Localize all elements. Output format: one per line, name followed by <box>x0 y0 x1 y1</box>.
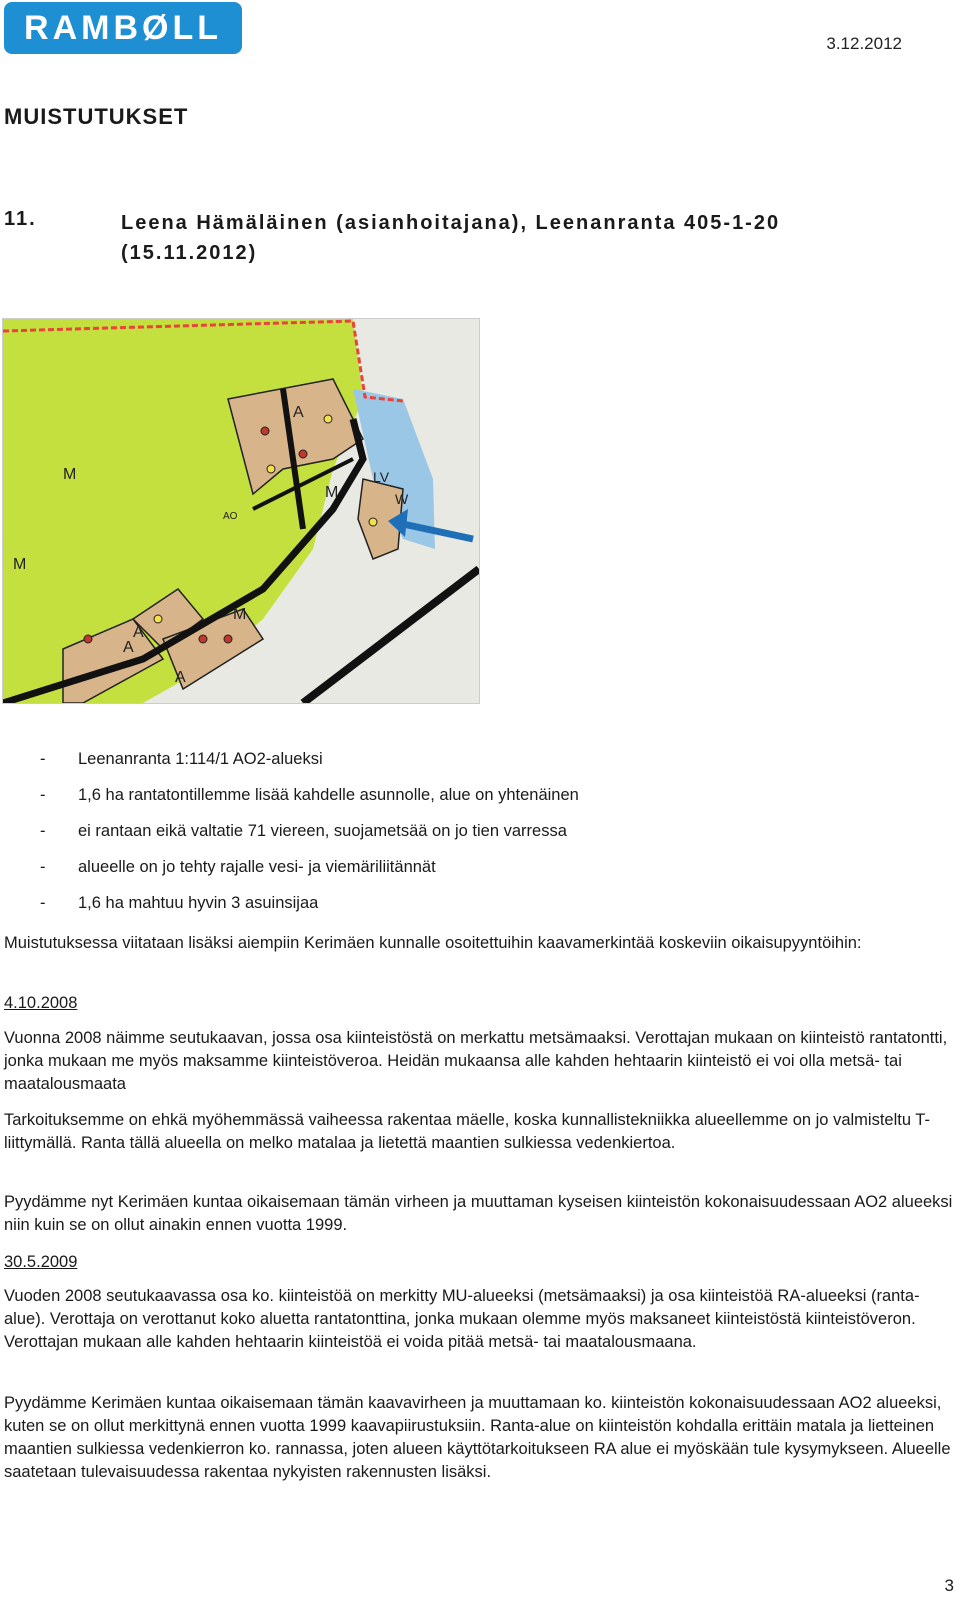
marker-dot <box>84 635 92 643</box>
page-number: 3 <box>944 1576 954 1595</box>
marker-dot <box>299 450 307 458</box>
map-label: A <box>293 404 304 421</box>
item-number: 11. <box>4 208 37 230</box>
map-label: A <box>175 669 186 686</box>
document-date: 3.12.2012 <box>826 34 902 53</box>
item-title: Leena Hämäläinen (asianhoitajana), Leenanranta 405-1-20 (15.11.2012) <box>121 212 781 264</box>
list-item: - alueelle on jo tehty rajalle vesi- ja viemäriliitännät <box>40 858 579 894</box>
marker-dot <box>261 427 269 435</box>
dash-icon: - <box>40 858 46 876</box>
logo-text: RAMBØLL <box>24 9 222 47</box>
section-date: 30.5.2009 <box>4 1253 78 1271</box>
list-item: - ei rantaan eikä valtatie 71 viereen, suojametsää on jo tien varressa <box>40 822 579 858</box>
marker-dot <box>267 465 275 473</box>
paragraph: Tarkoituksemme on ehkä myöhemmässä vaiheessa rakentaa mäelle, koska kunnallistekniikka alueellemme on jo valmisteltu T-liittymällä. Ranta tällä alueella on melko matalaa ja lietettä maantien sulkiessa vedenkiertoa. <box>4 1111 930 1152</box>
list-item: - 1,6 ha rantatontillemme lisää kahdelle asunnolle, alue on yhtenäinen <box>40 786 579 822</box>
bullet-list <box>40 750 579 930</box>
dash-icon: - <box>40 822 46 840</box>
marker-dot <box>224 635 232 643</box>
map-label: A <box>133 624 144 641</box>
map-label: M <box>325 484 339 501</box>
paragraph: Pyydämme Kerimäen kuntaa oikaisemaan tämän kaavavirheen ja muuttamaan ko. kiinteistön kokonaisuudessaan AO2 alueeksi, kuten se on ollut merkittynä ennen vuotta 1999 kaavapiirustuksiin. Ranta-alue on kiinteistön kohdalla erittäin matala ja lietteinen maantien sulkiessa vedenkierron ko. rannassa, joten alueen käyttötarkoitukseen RA alue ei myöskään tule kysymykseen. Alueelle saatetaan tulevaisuudessa rakentaa nykyisten rakennusten lisäksi. <box>4 1394 951 1481</box>
map-label: AO <box>223 511 238 522</box>
list-item: - 1,6 ha mahtuu hyvin 3 asuinsijaa <box>40 894 579 930</box>
paragraph: Vuonna 2008 näimme seutukaavan, jossa osa kiinteistöstä on merkattu metsämaaksi. Verottajan mukaan on kiinteistö rantatontti, jonka mukaan me myös maksamme kiinteistöveroa. Heidän mukaansa alle kahden hehtaarin kiinteistö ei voi olla metsä- tai maatalousmaata <box>4 1029 948 1093</box>
marker-dot <box>324 415 332 423</box>
marker-dot <box>199 635 207 643</box>
paragraph: Pyydämme nyt Kerimäen kuntaa oikaisemaan tämän virheen ja muuttaman kyseisen kiinteistön kokonaisuudessaan AO2 alueeksi niin kuin se on ollut ainakin ennen vuotta 1999. <box>4 1193 953 1234</box>
map-label: LV <box>373 469 390 485</box>
marker-dot <box>369 518 377 526</box>
dash-icon: - <box>40 750 46 768</box>
dash-icon: - <box>40 894 46 912</box>
list-item: - Leenanranta 1:114/1 AO2-alueksi <box>40 750 579 786</box>
ramboll-logo <box>4 2 242 54</box>
paragraph: Vuoden 2008 seutukaavassa osa ko. kiinteistöä on merkitty MU-alueeksi (metsämaaksi) ja osa kiinteistöä RA-alueeksi (ranta-alue). Verottaja on verottanut koko aluetta rantatonttina, jonka mukaan olemme myös maksaneet kiinteistöstä kiinteistöveron. Verottajan mukaan alle kahden hehtaarin kiinteistöä ei voida pitää metsä- tai maatalousmaana. <box>4 1287 920 1351</box>
section-date: 4.10.2008 <box>4 994 78 1012</box>
map-label: M <box>13 556 27 573</box>
zoning-map <box>2 318 480 704</box>
map-label: W <box>395 491 409 507</box>
marker-dot <box>154 615 162 623</box>
map-label: A <box>123 639 134 656</box>
map-label: M <box>233 606 247 623</box>
dash-icon: - <box>40 786 46 804</box>
map-label: M <box>63 466 77 483</box>
page-title: MUISTUTUKSET <box>4 104 189 129</box>
intro-paragraph: Muistutuksessa viitataan lisäksi aiempiin Kerimäen kunnalle osoitettuihin kaavamerkintää koskeviin oikaisupyyntöihin: <box>4 934 862 952</box>
